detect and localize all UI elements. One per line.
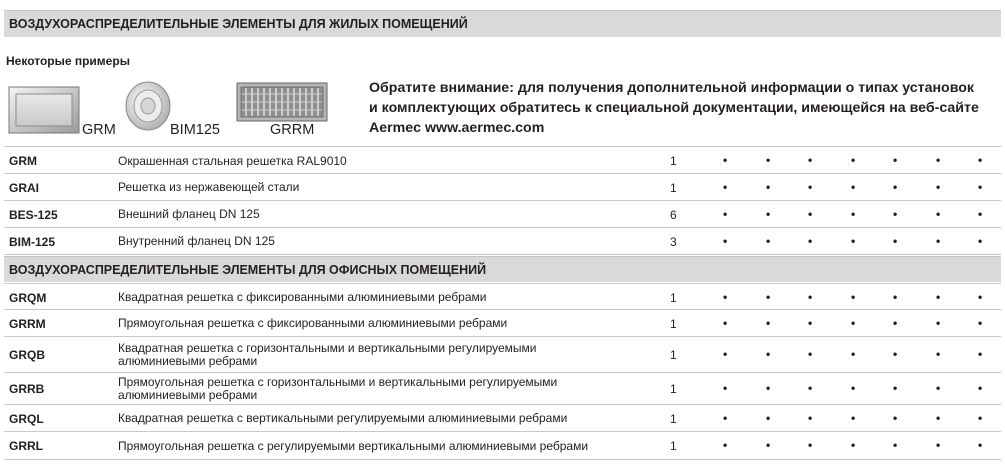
row-description-line: Квадратная решетка с вертикальными регулируемыми алюминиевыми ребрами (118, 411, 568, 425)
compatibility-dot: • (978, 438, 983, 452)
row-description (118, 342, 638, 368)
examples-label: Некоторые примеры (6, 54, 130, 68)
table-row (4, 405, 1001, 432)
row-quantity: 1 (670, 348, 677, 362)
row-description-line: Квадратная решетка с фиксированными алюминиевыми ребрами (118, 290, 487, 304)
compatibility-dot: • (936, 347, 941, 361)
compatibility-dot: • (978, 206, 983, 221)
compatibility-dot: • (936, 179, 941, 194)
notice-line: и комплектующих обратитесь к специальной документации, имеющейся на веб-сайте (369, 100, 979, 116)
compatibility-dot: • (851, 153, 856, 167)
row-code: GRQB (9, 348, 45, 362)
row-description (118, 235, 638, 248)
row-code: GRM (9, 154, 37, 168)
row-code: GRRB (9, 382, 45, 396)
compatibility-dot: • (893, 347, 898, 361)
row-quantity: 1 (670, 382, 677, 396)
table-row (4, 337, 1001, 373)
row-description-line: Внешний фланец DN 125 (118, 207, 260, 221)
compatibility-dot: • (808, 381, 813, 395)
row-description-line: Решетка из нержавеющей стали (118, 180, 300, 194)
compatibility-dot: • (723, 438, 728, 452)
compatibility-dot: • (851, 381, 856, 395)
row-code: GRQL (9, 411, 44, 426)
row-description (118, 155, 638, 168)
row-code: GRQM (9, 290, 47, 305)
table-row (4, 228, 1001, 255)
compatibility-dot: • (936, 438, 941, 452)
compatibility-dot: • (808, 153, 813, 167)
table-row (4, 201, 1001, 228)
bim125-valve-image (124, 80, 172, 132)
compatibility-dot: • (808, 233, 813, 248)
notice-line: Обратите внимание: для получения дополнительной информации о типах установок (369, 80, 975, 96)
row-quantity: 1 (670, 439, 677, 453)
row-quantity: 1 (670, 316, 677, 331)
compatibility-dot: • (851, 179, 856, 194)
compatibility-dot: • (936, 410, 941, 425)
compatibility-dot: • (893, 381, 898, 395)
compatibility-dot: • (766, 153, 771, 167)
row-description-line: алюминиевыми ребрами (118, 354, 258, 368)
table-row (4, 373, 1001, 405)
compatibility-dot: • (808, 179, 813, 194)
section-header-residential: ВОЗДУХОРАСПРЕДЕЛИТЕЛЬНЫЕ ЭЛЕМЕНТЫ ДЛЯ ЖИЛЫХ ПОМЕЩЕНИЙ (4, 10, 1001, 37)
table-row (4, 432, 1001, 460)
compatibility-dot: • (851, 410, 856, 425)
row-quantity: 6 (670, 207, 677, 222)
compatibility-dot: • (723, 381, 728, 395)
row-description-line: алюминиевыми ребрами (118, 388, 258, 402)
section-header-office: ВОЗДУХОРАСПРЕДЕЛИТЕЛЬНЫЕ ЭЛЕМЕНТЫ ДЛЯ ОФИСНЫХ ПОМЕЩЕНИЙ (4, 256, 1001, 282)
row-description-line: Внутренний фланец DN 125 (118, 234, 275, 248)
row-description-line: Прямоугольная решетка с регулируемыми вертикальными алюминиевыми ребрами (118, 438, 589, 453)
row-description (118, 317, 638, 330)
table-row (4, 310, 1001, 337)
row-description (118, 181, 638, 194)
compatibility-dot: • (723, 233, 728, 248)
compatibility-dot: • (851, 206, 856, 221)
row-description (118, 208, 638, 221)
compatibility-dot: • (893, 438, 898, 452)
compatibility-dot: • (766, 410, 771, 425)
compatibility-dot: • (808, 410, 813, 425)
row-quantity: 1 (670, 180, 677, 195)
compatibility-dot: • (936, 233, 941, 248)
row-quantity: 1 (670, 411, 677, 426)
row-quantity: 1 (670, 154, 677, 168)
notice-line: Aermec www.aermec.com (369, 120, 545, 136)
compatibility-dot: • (766, 206, 771, 221)
compatibility-dot: • (978, 381, 983, 395)
product-label-bim125: BIM125 (170, 122, 220, 138)
compatibility-dot: • (851, 233, 856, 248)
compatibility-dot: • (893, 206, 898, 221)
compatibility-dot: • (766, 233, 771, 248)
row-description-line: Прямоугольная решетка с фиксированными алюминиевыми ребрами (118, 316, 508, 330)
product-label-grrm: GRRM (270, 122, 315, 138)
compatibility-dot: • (936, 289, 941, 304)
compatibility-dot: • (723, 206, 728, 221)
compatibility-dot: • (936, 153, 941, 167)
compatibility-dot: • (851, 289, 856, 304)
grm-grille-image (8, 86, 80, 134)
compatibility-dot: • (766, 347, 771, 361)
compatibility-dot: • (851, 438, 856, 452)
compatibility-dot: • (978, 315, 983, 330)
compatibility-dot: • (723, 347, 728, 361)
row-code: GRRM (9, 316, 46, 331)
compatibility-dot: • (766, 289, 771, 304)
compatibility-dot: • (893, 153, 898, 167)
product-label-grm: GRM (82, 122, 116, 138)
compatibility-dot: • (893, 233, 898, 248)
compatibility-dot: • (851, 315, 856, 330)
compatibility-dot: • (936, 206, 941, 221)
compatibility-dot: • (893, 179, 898, 194)
row-description (118, 376, 638, 402)
row-description (118, 291, 638, 304)
grrm-grille-image (236, 82, 328, 122)
table-row (4, 283, 1001, 310)
compatibility-dot: • (808, 206, 813, 221)
notice-text (369, 78, 1001, 138)
row-code: GRRL (9, 439, 43, 453)
compatibility-dot: • (808, 438, 813, 452)
row-code: GRAI (9, 180, 39, 195)
compatibility-dot: • (808, 347, 813, 361)
row-description (118, 440, 638, 453)
row-quantity: 1 (670, 290, 677, 305)
row-quantity: 3 (670, 234, 677, 249)
product-grm (8, 86, 80, 139)
row-description-line: Прямоугольная решетка с горизонтальными и вертикальными регулируемыми (118, 375, 558, 389)
row-description (118, 412, 638, 425)
compatibility-dot: • (936, 315, 941, 330)
row-code: BIM-125 (9, 234, 56, 249)
compatibility-dot: • (978, 179, 983, 194)
compatibility-dot: • (766, 179, 771, 194)
compatibility-dot: • (723, 410, 728, 425)
compatibility-dot: • (978, 233, 983, 248)
compatibility-dot: • (723, 315, 728, 330)
compatibility-dot: • (978, 347, 983, 361)
row-code: BES-125 (9, 207, 58, 222)
compatibility-dot: • (723, 289, 728, 304)
row-description-line: Квадратная решетка с горизонтальными и вертикальными регулируемыми (118, 341, 537, 355)
compatibility-dot: • (766, 381, 771, 395)
compatibility-dot: • (936, 381, 941, 395)
table-row (4, 146, 1001, 174)
compatibility-dot: • (851, 347, 856, 361)
product-bim125 (124, 80, 172, 137)
product-grrm (236, 82, 328, 127)
compatibility-dot: • (978, 289, 983, 304)
row-description-line: Окрашенная стальная решетка RAL9010 (118, 153, 347, 168)
compatibility-dot: • (723, 179, 728, 194)
compatibility-dot: • (978, 153, 983, 167)
compatibility-dot: • (766, 438, 771, 452)
compatibility-dot: • (893, 410, 898, 425)
table-row (4, 174, 1001, 201)
compatibility-dot: • (978, 410, 983, 425)
compatibility-dot: • (766, 315, 771, 330)
compatibility-dot: • (808, 289, 813, 304)
compatibility-dot: • (723, 153, 728, 167)
compatibility-dot: • (808, 315, 813, 330)
compatibility-dot: • (893, 289, 898, 304)
compatibility-dot: • (893, 315, 898, 330)
